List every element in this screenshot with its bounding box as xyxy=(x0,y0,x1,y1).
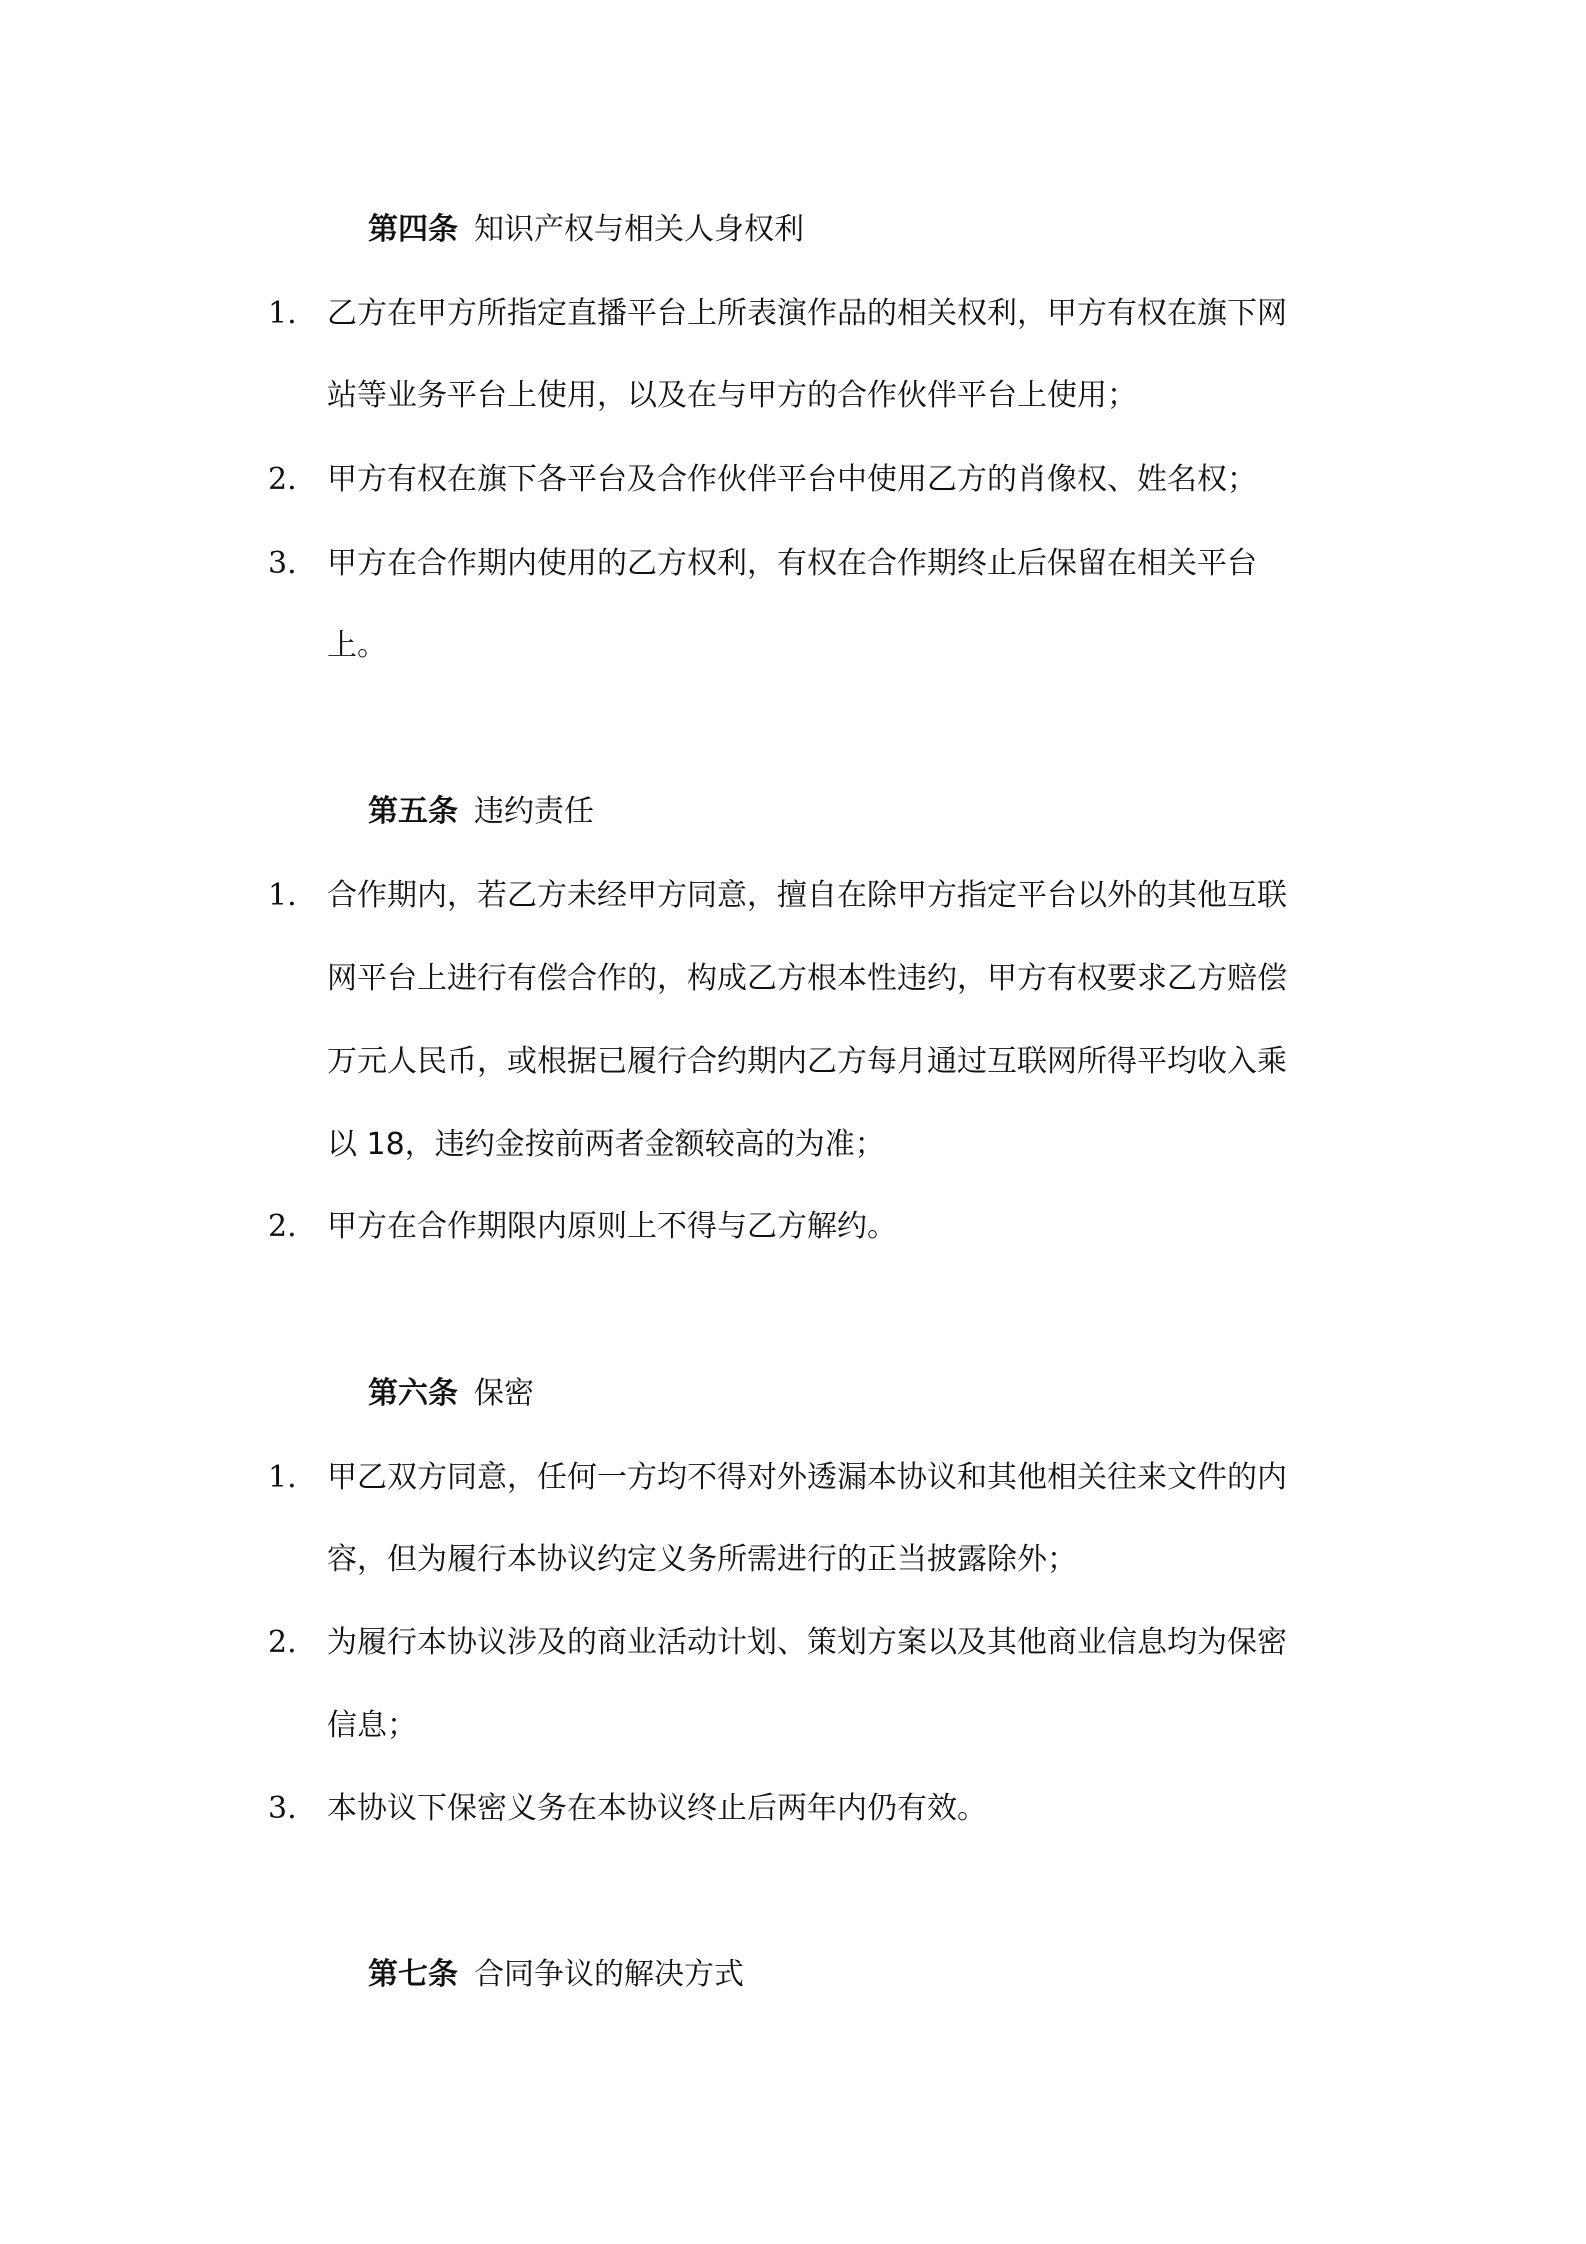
clause-text: 合作期内，若乙方未经甲方同意，擅自在除甲方指定平台以外的其他互联 xyxy=(327,878,1287,913)
clause-text: 本协议下保密义务在本协议终止后两年内仍有效。 xyxy=(327,1791,987,1826)
clause-text: 网平台上进行有偿合作的，构成乙方根本性违约，甲方有权要求乙方赔偿 xyxy=(327,961,1287,996)
article-heading xyxy=(368,792,594,832)
article-number: 第五条 xyxy=(368,794,458,829)
clause-number: 3. xyxy=(268,1791,297,1826)
clause-text: 以 18，违约金按前两者金额较高的为准； xyxy=(327,1127,885,1162)
article-heading xyxy=(368,1955,744,1995)
clause-text: 站等业务平台上使用，以及在与甲方的合作伙伴平台上使用； xyxy=(327,378,1137,413)
clause-number: 2. xyxy=(268,1625,297,1660)
clause-text: 为履行本协议涉及的商业活动计划、策划方案以及其他商业信息均为保密 xyxy=(327,1625,1287,1660)
article-heading xyxy=(368,1374,534,1414)
clause-text: 上。 xyxy=(327,628,387,663)
clause-text: 甲方在合作期内使用的乙方权利，有权在合作期终止后保留在相关平台 xyxy=(327,546,1257,581)
article-number: 第七条 xyxy=(368,1957,458,1992)
article-title: 合同争议的解决方式 xyxy=(474,1957,744,1992)
clause-text: 万元人民币，或根据已履行合约期内乙方每月通过互联网所得平均收入乘 xyxy=(327,1044,1287,1079)
clause-text: 容，但为履行本协议约定义务所需进行的正当披露除外； xyxy=(327,1542,1077,1577)
article-title: 违约责任 xyxy=(474,794,594,829)
clause-text: 甲方在合作期限内原则上不得与乙方解约。 xyxy=(327,1209,897,1244)
article-number: 第六条 xyxy=(368,1376,458,1411)
clause-number: 1. xyxy=(268,296,297,331)
clause-number: 1. xyxy=(268,878,297,913)
article-title: 保密 xyxy=(474,1376,534,1411)
article-number: 第四条 xyxy=(368,212,458,247)
clause-number: 3. xyxy=(268,546,297,581)
clause-text: 乙方在甲方所指定直播平台上所表演作品的相关权利，甲方有权在旗下网 xyxy=(327,296,1287,331)
clause-number: 1. xyxy=(268,1460,297,1495)
article-title: 知识产权与相关人身权利 xyxy=(474,212,804,247)
clause-number: 2. xyxy=(268,462,297,497)
article-heading xyxy=(368,210,804,250)
clause-text: 信息； xyxy=(327,1708,417,1743)
clause-text: 甲乙双方同意，任何一方均不得对外透漏本协议和其他相关往来文件的内 xyxy=(327,1460,1287,1495)
clause-number: 2. xyxy=(268,1209,297,1244)
clause-text: 甲方有权在旗下各平台及合作伙伴平台中使用乙方的肖像权、姓名权； xyxy=(327,462,1257,497)
